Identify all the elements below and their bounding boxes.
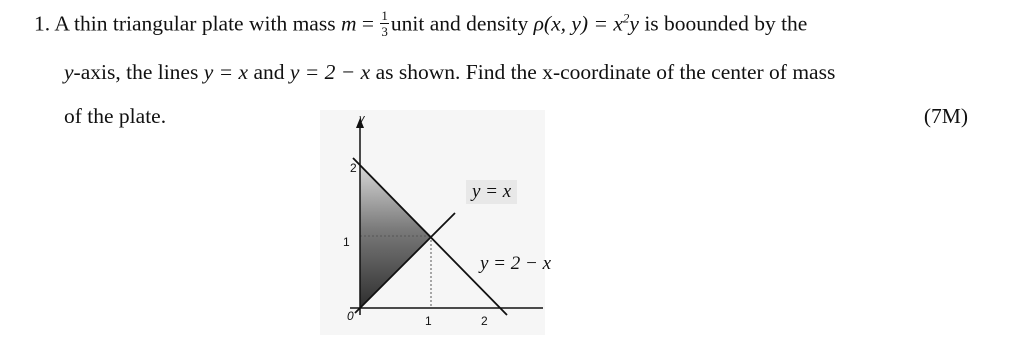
- mass-numerator: 1: [381, 8, 388, 23]
- line2-text-c: as shown. Find the x-coordinate of the center of mass: [370, 60, 836, 84]
- line1-text-c: is boounded by the: [638, 11, 808, 36]
- mass-fraction: [380, 9, 389, 38]
- line2-text-b: and: [248, 60, 290, 84]
- question-number: 1.: [34, 11, 51, 36]
- mass-symbol: m: [340, 11, 357, 36]
- density-expression: ρ(x, y) = x: [533, 11, 623, 36]
- question-line-2: [64, 62, 835, 84]
- equals-sign: =: [356, 11, 380, 36]
- line1-text-b: unit and density: [390, 11, 534, 36]
- y-axis-label: y: [359, 113, 365, 125]
- scan-background: [320, 110, 545, 335]
- density-exponent: 2: [622, 10, 630, 26]
- line-label-y-equals-x: y = x: [466, 180, 517, 204]
- x-tick-2: 2: [481, 314, 488, 328]
- line-label-y-equals-2-minus-x: y = 2 − x: [480, 253, 552, 274]
- marks-label: (7M): [923, 104, 968, 128]
- region-diagram: [315, 110, 585, 340]
- question-line-1: [34, 8, 808, 40]
- y-tick-2: 2: [350, 161, 357, 175]
- line1-text-a: A thin triangular plate with mass: [54, 11, 341, 36]
- mass-denominator: 3: [381, 24, 388, 39]
- line2-text-a: -axis, the lines: [73, 60, 204, 84]
- region-figure: [315, 110, 585, 340]
- y-variable: y: [64, 60, 74, 84]
- density-tail: y: [629, 11, 639, 36]
- y-tick-1: 1: [343, 235, 350, 249]
- question-line-3: of the plate.: [64, 104, 167, 128]
- line-equation-2: y = 2 − x: [289, 60, 371, 84]
- line-equation-1: y = x: [203, 60, 249, 84]
- x-tick-1: 1: [425, 314, 432, 328]
- origin-label: 0: [347, 309, 354, 323]
